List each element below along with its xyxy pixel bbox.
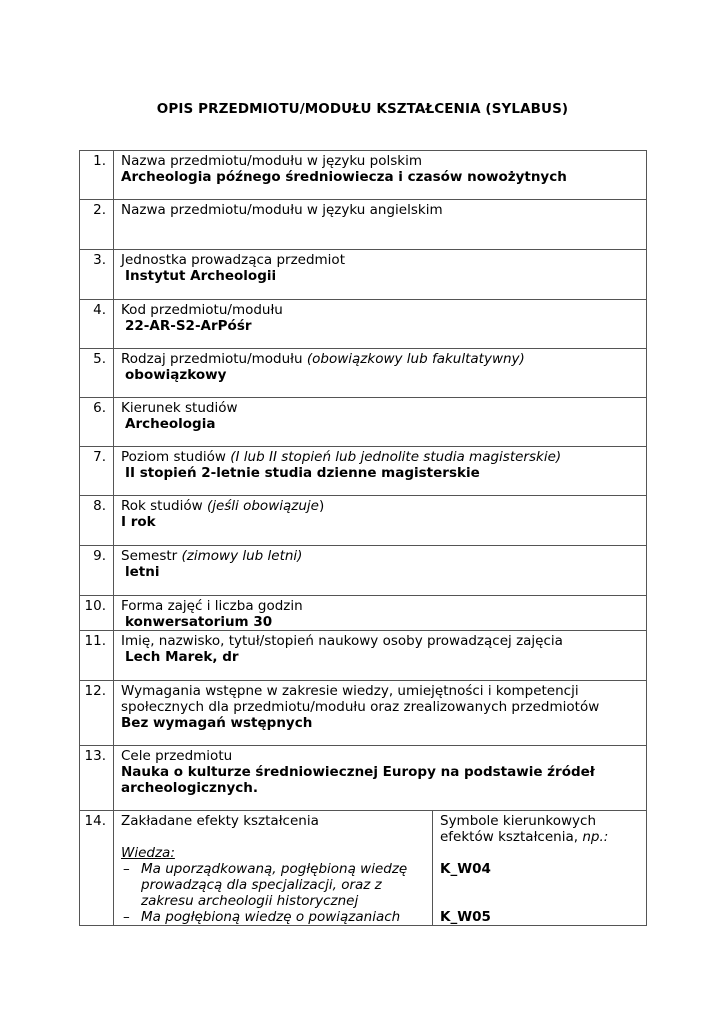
row-number: 8. <box>80 496 114 546</box>
row-value: Instytut Archeologii <box>125 268 277 284</box>
table-row <box>80 631 647 681</box>
table-row <box>80 349 647 398</box>
syllabus-table <box>79 150 647 926</box>
list-item: – Ma pogłębioną wiedzę o powiązaniach <box>121 909 426 925</box>
row-value: Bez wymagań wstępnych <box>121 715 313 731</box>
effects-list <box>121 861 426 925</box>
row-label: Cele przedmiotu <box>121 748 233 764</box>
effects-cell <box>114 811 433 926</box>
row-label: Rodzaj przedmiotu/modułu <box>121 351 303 367</box>
row-number: 6. <box>80 398 114 447</box>
row-label: Jednostka prowadząca przedmiot <box>121 252 345 268</box>
effect-code: K_W05 <box>440 909 491 925</box>
effect-code: K_W04 <box>440 861 491 877</box>
table-row <box>80 300 647 349</box>
row-content <box>114 250 647 300</box>
row-number: 9. <box>80 546 114 596</box>
row-number: 3. <box>80 250 114 300</box>
row-hint: (I lub II stopień lub jednolite studia magisterskie) <box>230 449 562 465</box>
table-row <box>80 151 647 200</box>
row-label: Rok studiów <box>121 498 203 514</box>
row-value: I rok <box>121 514 156 530</box>
row-content <box>114 447 647 496</box>
row-hint: (obowiązkowy lub fakultatywny) <box>306 351 525 367</box>
row-number: 12. <box>80 681 114 746</box>
row-content <box>114 349 647 398</box>
row-content <box>114 151 647 200</box>
row-number: 5. <box>80 349 114 398</box>
row-label: Kierunek studiów <box>121 400 238 416</box>
symbols-hint: np.: <box>582 829 609 845</box>
row-value: letni <box>125 564 160 580</box>
row-content <box>114 546 647 596</box>
row-hint: (zimowy lub letni) <box>181 548 303 564</box>
row-label: Wymagania wstępne w zakresie wiedzy, umiejętności i kompetencji społecznych dla przedmiotu/modułu oraz zrealizowanych przedmiotów <box>121 683 600 715</box>
table-row <box>80 746 647 811</box>
table-row <box>80 496 647 546</box>
row-number: 1. <box>80 151 114 200</box>
row-value: II stopień 2-letnie studia dzienne magisterskie <box>125 465 480 481</box>
row-content <box>114 496 647 546</box>
row-number: 10. <box>80 596 114 631</box>
table-row <box>80 596 647 631</box>
row-value: konwersatorium 30 <box>125 614 273 630</box>
row-label: Poziom studiów <box>121 449 226 465</box>
row-content <box>114 300 647 349</box>
row-value: 22-AR-S2-ArPóśr <box>125 318 252 334</box>
row-value: obowiązkowy <box>125 367 227 383</box>
row-value: Archeologia <box>125 416 216 432</box>
row-label: Nazwa przedmiotu/modułu w języku angielskim <box>121 202 443 218</box>
table-row <box>80 546 647 596</box>
row-content <box>114 200 647 250</box>
row-number: 14. <box>80 811 114 926</box>
table-row <box>80 200 647 250</box>
row-content <box>114 596 647 631</box>
row-value: Lech Marek, dr <box>125 649 239 665</box>
table-row <box>80 398 647 447</box>
row-value: Nauka o kulturze średniowiecznej Europy na podstawie źródeł archeologicznych. <box>121 764 595 796</box>
row-number: 4. <box>80 300 114 349</box>
row-label: Nazwa przedmiotu/modułu w języku polskim <box>121 153 422 169</box>
symbols-label: Symbole kierunkowych efektów kształcenia, <box>440 813 597 845</box>
row-value: Archeologia późnego średniowiecza i czasów nowożytnych <box>121 169 567 185</box>
row-label: Semestr <box>121 548 178 564</box>
table-row <box>80 681 647 746</box>
row-content <box>114 631 647 681</box>
row-label: Zakładane efekty kształcenia <box>121 813 319 829</box>
table-row <box>80 250 647 300</box>
row-number: 13. <box>80 746 114 811</box>
row-number: 7. <box>80 447 114 496</box>
row-number: 2. <box>80 200 114 250</box>
document-title: OPIS PRZEDMIOTU/MODUŁU KSZTAŁCENIA (SYLABUS) <box>156 101 569 117</box>
row-hint: (jeśli obowiązuje <box>206 498 319 514</box>
row-number: 11. <box>80 631 114 681</box>
row-label: Kod przedmiotu/modułu <box>121 302 283 318</box>
row-hint-end: ) <box>318 498 325 514</box>
row-content <box>114 398 647 447</box>
table-row <box>80 447 647 496</box>
table-row <box>80 811 647 926</box>
symbols-cell <box>433 811 647 926</box>
row-label: Imię, nazwisko, tytuł/stopień naukowy osoby prowadzącej zajęcia <box>121 633 563 649</box>
list-item: – Ma uporządkowaną, pogłębioną wiedzę prowadzącą dla specjalizacji, oraz z zakresu archeologii historycznej <box>121 861 426 909</box>
row-content <box>114 681 647 746</box>
row-label: Forma zajęć i liczba godzin <box>121 598 303 614</box>
effects-subheading: Wiedza: <box>121 845 175 861</box>
row-content <box>114 746 647 811</box>
